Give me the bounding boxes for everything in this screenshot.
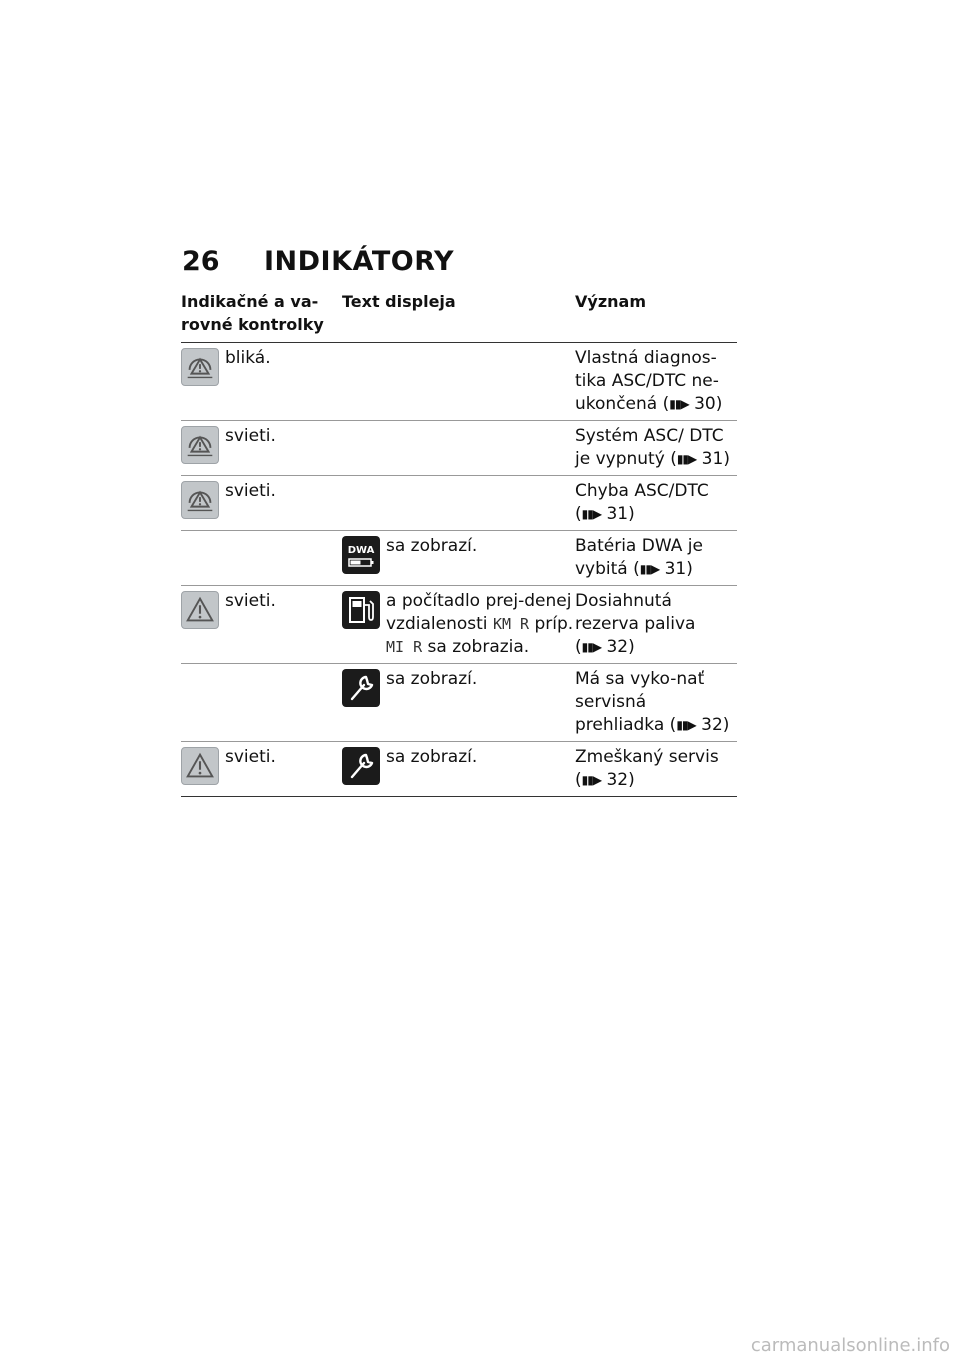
watermark: carmanualsonline.info <box>750 1335 950 1356</box>
table-row <box>181 664 737 742</box>
indicator-state: svieti. <box>225 426 276 446</box>
indicator-state: svieti. <box>225 481 276 501</box>
wrench-icon <box>342 669 380 707</box>
meaning-text: Dosiahnutá rezerva paliva (▮▮▶ 32) <box>575 591 696 657</box>
meaning-text: Vlastná diagnos-tika ASC/DTC ne-ukončená (▮▮▶ 30) <box>575 348 723 414</box>
meaning-cell <box>575 535 737 581</box>
display-cell <box>342 480 575 526</box>
meaning-text: Zmeškaný servis (▮▮▶ 32) <box>575 747 719 790</box>
svg-text:DWA: DWA <box>347 545 375 556</box>
meaning-text: Chyba ASC/DTC (▮▮▶ 31) <box>575 481 709 524</box>
page-reference: (▮▮▶ 31) <box>633 559 693 579</box>
meaning-text: Má sa vyko-nať servisná prehliadka (▮▮▶ 32) <box>575 669 730 735</box>
indicator-cell <box>181 535 342 581</box>
asc-dtc-warning-icon <box>181 481 219 519</box>
page-title: INDIKÁTORY <box>264 246 455 277</box>
display-cell <box>342 746 575 792</box>
indicator-state: bliká. <box>225 348 271 368</box>
meaning-cell <box>575 590 737 659</box>
display-text: sa zobrazí. <box>386 536 478 556</box>
meaning-cell <box>575 668 737 737</box>
table-row <box>181 531 737 586</box>
meaning-text: Batéria DWA je vybitá (▮▮▶ 31) <box>575 536 703 579</box>
asc-dtc-warning-icon <box>181 426 219 464</box>
display-text: sa zobrazí. <box>386 669 478 689</box>
meaning-cell <box>575 347 737 416</box>
display-cell <box>342 590 575 659</box>
indicator-cell <box>181 668 342 737</box>
general-warning-icon <box>181 591 219 629</box>
display-cell <box>342 425 575 471</box>
dwa-battery-icon <box>342 536 380 574</box>
meaning-cell <box>575 480 737 526</box>
table-row <box>181 586 737 664</box>
wrench-icon <box>342 747 380 785</box>
display-text: a počítadlo prej-denej vzdialenosti KM R príp. MI R sa zobrazia. <box>386 591 574 657</box>
page-ref-arrow-icon: ▮▮▶ <box>676 718 696 732</box>
page-reference: (▮▮▶ 32) <box>575 637 635 657</box>
page-ref-arrow-icon: ▮▮▶ <box>581 773 602 787</box>
display-text: sa zobrazí. <box>386 747 478 767</box>
meaning-cell <box>575 746 737 792</box>
display-cell <box>342 347 575 416</box>
indicator-cell <box>181 590 342 659</box>
display-cell <box>342 535 575 581</box>
page-reference: (▮▮▶ 31) <box>575 504 635 524</box>
indicator-table <box>181 290 737 797</box>
page-reference: (▮▮▶ 30) <box>662 394 723 414</box>
page-ref-arrow-icon: ▮▮▶ <box>581 507 602 521</box>
page-header <box>182 246 454 277</box>
table-row <box>181 742 737 797</box>
indicator-cell <box>181 746 342 792</box>
general-warning-icon <box>181 747 219 785</box>
table-row <box>181 476 737 531</box>
page-ref-arrow-icon: ▮▮▶ <box>669 397 689 411</box>
indicator-cell <box>181 480 342 526</box>
page-number: 26 <box>182 246 220 277</box>
column-header-indicators: Indikačné a va-rovné kontrolky <box>181 292 324 334</box>
page-reference: (▮▮▶ 32) <box>575 770 635 790</box>
asc-dtc-warning-icon <box>181 348 219 386</box>
fuel-pump-icon <box>342 591 380 629</box>
page-ref-arrow-icon: ▮▮▶ <box>676 452 697 466</box>
page-reference: (▮▮▶ 31) <box>670 449 730 469</box>
indicator-cell <box>181 347 342 416</box>
display-cell <box>342 668 575 737</box>
table-row <box>181 343 737 421</box>
table-header <box>181 290 737 343</box>
indicator-cell <box>181 425 342 471</box>
meaning-cell <box>575 425 737 471</box>
page-reference: (▮▮▶ 32) <box>669 715 730 735</box>
indicator-state: svieti. <box>225 591 276 611</box>
meaning-text: Systém ASC/ DTC je vypnutý (▮▮▶ 31) <box>575 426 730 469</box>
table-row <box>181 421 737 476</box>
column-header-display-text: Text displeja <box>342 292 456 311</box>
page-ref-arrow-icon: ▮▮▶ <box>639 562 660 576</box>
indicator-state: svieti. <box>225 747 276 767</box>
page-ref-arrow-icon: ▮▮▶ <box>581 640 602 654</box>
column-header-meaning: Význam <box>575 292 646 311</box>
